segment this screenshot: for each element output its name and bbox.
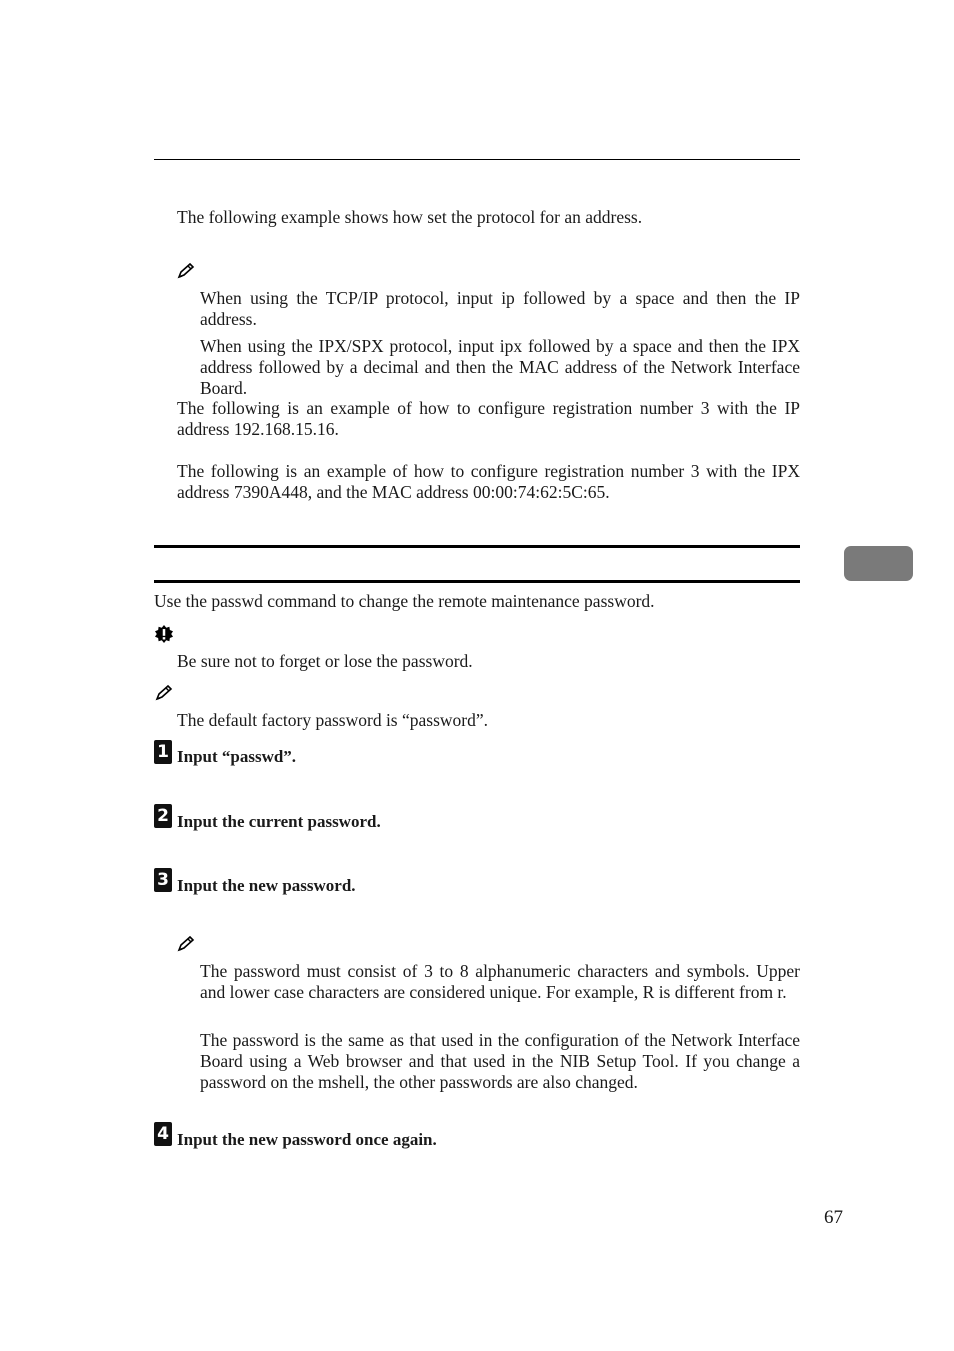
step-3-text: Input the new password.	[177, 876, 356, 895]
important-warning-icon	[154, 625, 174, 643]
step-1-text: Input “passwd”.	[177, 747, 297, 766]
note-tcpip: When using the TCP/IP protocol, input ip followed by a space and then the IP address.	[200, 288, 800, 329]
step-number-2: 2	[154, 804, 172, 828]
protocol-intro-text: The following example shows how set the protocol for an address.	[177, 207, 643, 227]
passwd-intro-text: Use the passwd command to change the remote maintenance password.	[154, 591, 655, 611]
step-number-3: 3	[154, 868, 172, 892]
section-top-rule	[154, 545, 800, 548]
step-4-text: Input the new password once again.	[177, 1130, 437, 1149]
example-ip-text: The following is an example of how to configure registration number 3 with the IP address 192.168.15.16.	[177, 398, 800, 439]
example-ipx-text: The following is an example of how to configure registration number 3 with the IPX address 7390A448, and the MAC address 00:00:74:62:5C:65.	[177, 461, 800, 502]
page-number: 67	[824, 1207, 843, 1228]
pencil-note-icon	[176, 262, 196, 280]
header-rule	[154, 159, 800, 160]
chapter-tab	[844, 546, 913, 581]
step-number-4: 4	[154, 1122, 172, 1146]
password-rules-note: The password must consist of 3 to 8 alphanumeric characters and symbols. Upper and lower case characters are considered unique. For example, R is different from r.	[200, 961, 800, 1002]
step-2-text: Input the current password.	[177, 812, 381, 831]
pencil-note-icon	[176, 935, 196, 953]
important-text: Be sure not to forget or lose the password.	[177, 651, 473, 671]
section-bottom-rule	[154, 580, 800, 583]
step-number-1: 1	[154, 740, 172, 764]
default-password-note: The default factory password is “password”.	[177, 710, 489, 730]
password-shared-note: The password is the same as that used in the configuration of the Network Interface Board using a Web browser and that used in the NIB Setup Tool. If you change a password on the mshell, the other passwords are also changed.	[200, 1030, 800, 1092]
pencil-note-icon	[154, 684, 174, 702]
note-ipxspx: When using the IPX/SPX protocol, input ipx followed by a space and then the IPX address followed by a decimal and then the MAC address of the Network Interface Board.	[200, 336, 800, 398]
